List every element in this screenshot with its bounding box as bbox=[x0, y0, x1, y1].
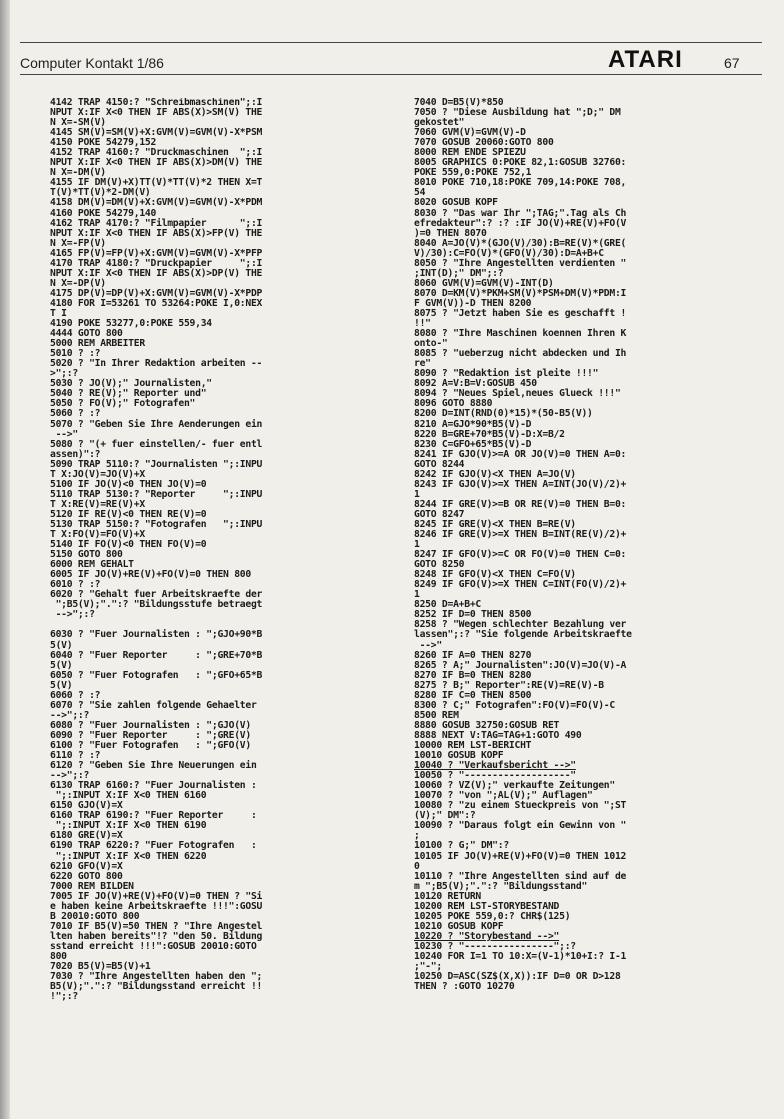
page-header bbox=[20, 42, 762, 76]
code-line: gekostet" bbox=[414, 117, 465, 129]
code-line: 10200 REM LST-STORYBESTAND bbox=[414, 900, 560, 912]
code-line: B 20010:GOTO 800 bbox=[50, 910, 140, 922]
code-line: 8220 B=GRE+70*B5(V)-D:X=B/2 bbox=[414, 428, 565, 440]
code-line: 8060 GVM(V)=GVM(V)-INT(D) bbox=[414, 277, 554, 289]
code-line: 7070 GOSUB 20060:GOTO 800 bbox=[414, 137, 554, 149]
code-line: 6080 ? "Fuer Journalisten : ";GJO(V) bbox=[50, 719, 251, 731]
code-line: 6000 REM GEHALT bbox=[50, 559, 134, 571]
code-line: 8242 IF GJO(V)<X THEN A=JO(V) bbox=[414, 468, 576, 480]
code-line: 5(V) bbox=[50, 659, 73, 671]
code-line: F GVM(V))-D THEN 8200 bbox=[414, 297, 532, 309]
code-line: 8030 ? "Das war Ihr ";TAG;".Tag als Ch bbox=[414, 207, 627, 219]
code-line: 4150 POKE 54279,152 bbox=[50, 137, 157, 149]
code-line: 5110 TRAP 5130:? "Reporter ";:INPU bbox=[50, 488, 263, 500]
code-line: GOTO 8244 bbox=[414, 458, 465, 470]
code-line: ";:INPUT X:IF X<0 THEN 6220 bbox=[50, 850, 207, 862]
code-line: 6020 ? "Gehalt fuer Arbeitskraefte der bbox=[50, 589, 263, 601]
code-line: T(V)*TT(V)*2-DM(V) bbox=[50, 187, 151, 199]
code-line: 6180 GRE(V)=X bbox=[50, 830, 123, 842]
code-line: )=0 THEN 8070 bbox=[414, 227, 487, 239]
code-line: 8280 IF C=0 THEN 8500 bbox=[414, 689, 532, 701]
code-line: 4155 IF DM(V)+X)TT(V)*TT(V)*2 THEN X=T bbox=[50, 177, 263, 189]
code-line: 6130 TRAP 6160:? "Fuer Journalisten : bbox=[50, 780, 257, 792]
header-bottom-rule bbox=[20, 74, 762, 75]
code-line: 5000 REM ARBEITER bbox=[50, 338, 145, 350]
code-line: m ";B5(V);".":? "Bildungsstand" bbox=[414, 880, 588, 892]
code-line: -->";:? bbox=[50, 709, 90, 721]
code-line: ";:INPUT X:IF X<0 THEN 6190 bbox=[50, 820, 207, 832]
code-line: 4190 POKE 53277,0:POKE 559,34 bbox=[50, 318, 212, 330]
code-line: re" bbox=[414, 358, 431, 370]
code-line: 10090 ? "Daraus folgt ein Gewinn von " bbox=[414, 820, 627, 832]
code-line: 8230 C=GFO+65*B5(V)-D bbox=[414, 438, 532, 450]
code-line: 5120 IF RE(V)<0 THEN RE(V)=0 bbox=[50, 508, 207, 520]
code-line: 54 bbox=[414, 187, 426, 199]
code-line: 8248 IF GFO(V)<X THEN C=FO(V) bbox=[414, 569, 576, 581]
code-line: N X=-FP(V) bbox=[50, 237, 106, 249]
code-line: 5130 TRAP 5150:? "Fotografen ";:INPU bbox=[50, 518, 263, 530]
code-line: 10050 ? "-------------------" bbox=[414, 770, 576, 782]
code-line: ; bbox=[414, 830, 420, 842]
code-line: 4142 TRAP 4150:? "Schreibmaschinen";:I bbox=[50, 98, 263, 108]
code-line: 6010 ? :? bbox=[50, 579, 101, 591]
code-line: 8092 A=V:B=V:GOSUB 450 bbox=[414, 378, 537, 390]
code-line: 5070 ? "Geben Sie Ihre Aenderungen ein bbox=[50, 418, 263, 430]
code-line: (V);" DM":? bbox=[414, 810, 476, 822]
code-line: 7060 GVM(V)=GVM(V)-D bbox=[414, 127, 526, 139]
code-line: 5150 GOTO 800 bbox=[50, 549, 123, 561]
code-line: 10205 POKE 559,0:? CHR$(125) bbox=[414, 910, 571, 922]
code-line: 8005 GRAPHICS 0:POKE 82,1:GOSUB 32760: bbox=[414, 157, 627, 169]
code-line: 8096 GOTO 8880 bbox=[414, 398, 493, 410]
code-line: assen)":? bbox=[50, 448, 101, 460]
code-line: 8090 ? "Redaktion ist pleite !!!" bbox=[414, 368, 599, 380]
code-line: 4162 TRAP 4170:? "Filmpapier ";:I bbox=[50, 217, 263, 229]
code-line: 8020 GOSUB KOPF bbox=[414, 197, 498, 209]
code-line: 6120 ? "Geben Sie Ihre Neuerungen ein bbox=[50, 760, 257, 772]
code-line: 5090 TRAP 5110:? "Journalisten ";:INPU bbox=[50, 458, 263, 470]
page-binding-shadow bbox=[0, 0, 10, 1119]
code-line: 6160 TRAP 6190:? "Fuer Reporter : bbox=[50, 810, 257, 822]
code-line: 5040 ? RE(V);" Reporter und" bbox=[50, 388, 207, 400]
code-line: >";:? bbox=[50, 368, 78, 380]
code-line: 1 bbox=[414, 488, 420, 500]
code-line: 10040 ? "Verkaufsbericht -->" bbox=[414, 760, 576, 772]
code-line: 8085 ? "ueberzug nicht abdecken und Ih bbox=[414, 348, 627, 360]
code-line: 5030 ? JO(V);" Journalisten," bbox=[50, 378, 212, 390]
code-line: 8249 IF GFO(V)>=X THEN C=INT(FO(V)/2)+ bbox=[414, 579, 627, 591]
code-line: 10120 RETURN bbox=[414, 890, 481, 902]
code-line: 7000 REM BILDEN bbox=[50, 880, 134, 892]
code-line: 8070 D=KM(V)*PKM+SM(V)*PSM+DM(V)*PDM:I bbox=[414, 287, 627, 299]
code-line: 5(V) bbox=[50, 679, 73, 691]
code-line: -->" bbox=[414, 639, 442, 651]
code-line: T I bbox=[50, 307, 67, 319]
code-line: 4180 FOR I=53261 TO 53264:POKE I,0:NEX bbox=[50, 297, 263, 309]
code-line: 10240 FOR I=1 TO 10:X=(V-1)*10+I:? I-1 bbox=[414, 950, 627, 962]
code-line: 5080 ? "(+ fuer einstellen/- fuer entl bbox=[50, 438, 263, 450]
code-line: 8050 ? "Ihre Angestellten verdienten " bbox=[414, 257, 627, 269]
code-line: 6220 GOTO 800 bbox=[50, 870, 123, 882]
code-line: N X=-DM(V) bbox=[50, 167, 106, 179]
code-line: 8010 POKE 710,18:POKE 709,14:POKE 708, bbox=[414, 177, 627, 189]
code-line: 6040 ? "Fuer Reporter : ";GRE+70*B bbox=[50, 649, 263, 661]
code-line: T X:JO(V)=JO(V)+X bbox=[50, 468, 145, 480]
code-line: 8880 GOSUB 32750:GOSUB RET bbox=[414, 719, 560, 731]
code-line: 10110 ? "Ihre Angestellten sind auf de bbox=[414, 870, 627, 882]
code-line: lassen";:? "Sie folgende Arbeitskraefte bbox=[414, 629, 632, 641]
code-line: 6060 ? :? bbox=[50, 689, 101, 701]
code-line: 1 bbox=[414, 589, 420, 601]
code-line: N X=-DP(V) bbox=[50, 277, 106, 289]
code-line: 4152 TRAP 4160:? "Druckmaschinen ";:I bbox=[50, 147, 263, 159]
code-line: 10060 ? VZ(V);" verkaufte Zeitungen" bbox=[414, 780, 615, 792]
code-line: NPUT X:IF X<0 THEN IF ABS(X)>DP(V) THE bbox=[50, 267, 263, 279]
code-line: 4170 TRAP 4180:? "Druckpapier ";:I bbox=[50, 257, 263, 269]
code-line: 10070 ? "von ";AL(V);" Auflagen" bbox=[414, 790, 593, 802]
code-line: ";:INPUT X:IF X<0 THEN 6160 bbox=[50, 790, 207, 802]
code-line: 5010 ? :? bbox=[50, 348, 101, 360]
code-line: 4158 DM(V)=DM(V)+X:GVM(V)=GVM(V)-X*PDM bbox=[50, 197, 263, 209]
code-line: 8500 REM bbox=[414, 709, 459, 721]
code-line: 10105 IF JO(V)+RE(V)+FO(V)=0 THEN 1012 bbox=[414, 850, 627, 862]
code-line: 4165 FP(V)=FP(V)+X:GVM(V)=GVM(V)-X*PFP bbox=[50, 247, 263, 259]
code-line: 7050 ? "Diese Ausbildung hat ";D;" DM bbox=[414, 107, 621, 119]
code-line: T X:FO(V)=FO(V)+X bbox=[50, 529, 145, 541]
code-line: 5020 ? "In Ihrer Redaktion arbeiten -- bbox=[50, 358, 263, 370]
code-line: ;"-"; bbox=[414, 961, 442, 973]
code-line: 10100 ? G;" DM":? bbox=[414, 840, 509, 852]
code-line: efredakteur":? :? :IF JO(V)+RE(V)+FO(V bbox=[414, 217, 627, 229]
code-line: 8888 NEXT V:TAG=TAG+1:GOTO 490 bbox=[414, 729, 582, 741]
code-line: 8260 IF A=0 THEN 8270 bbox=[414, 649, 532, 661]
code-line: 4160 POKE 54279,140 bbox=[50, 207, 157, 219]
code-line: GOTO 8250 bbox=[414, 559, 465, 571]
code-line: -->";:? bbox=[50, 609, 95, 621]
code-line: !";:? bbox=[50, 991, 78, 1003]
code-line: 6030 ? "Fuer Journalisten : ";GJO+90*B bbox=[50, 629, 263, 641]
code-line: sstand erreicht !!!":GOSUB 20010:GOTO bbox=[50, 940, 257, 952]
code-line: 7005 IF JO(V)+RE(V)+FO(V)=0 THEN ? "Si bbox=[50, 890, 263, 902]
code-line: 8243 IF GJO(V)>=X THEN A=INT(JO(V)/2)+ bbox=[414, 478, 627, 490]
code-line: 6050 ? "Fuer Fotografen : ";GFO+65*B bbox=[50, 669, 263, 681]
code-line: 6090 ? "Fuer Reporter : ";GRE(V) bbox=[50, 729, 251, 741]
code-line: 4444 GOTO 800 bbox=[50, 328, 123, 340]
code-line: ";B5(V);".":? "Bildungsstufe betraegt bbox=[50, 599, 263, 611]
header-top-rule bbox=[20, 42, 762, 43]
code-line: 4145 SM(V)=SM(V)+X:GVM(V)=GVM(V)-X*PSM bbox=[50, 127, 263, 139]
code-line: 7040 D=B5(V)*850 bbox=[414, 98, 504, 108]
code-line: 8210 A=GJO*90*B5(V)-D bbox=[414, 418, 532, 430]
code-line: NPUT X:IF X<0 THEN IF ABS(X)>FP(V) THE bbox=[50, 227, 263, 239]
code-line: 10220 ? "Storybestand -->" bbox=[414, 930, 560, 942]
code-line: 7010 IF B5(V)=50 THEN ? "Ihre Angestel bbox=[50, 920, 263, 932]
code-line: 8265 ? A;" Journalisten":JO(V)=JO(V)-A bbox=[414, 659, 627, 671]
code-line: !!" bbox=[414, 318, 431, 330]
code-line: 8247 IF GFO(V)>=C OR FO(V)=0 THEN C=0: bbox=[414, 549, 627, 561]
code-line: 1 bbox=[414, 539, 420, 551]
code-line: 8250 D=A+B+C bbox=[414, 599, 481, 611]
code-line: 8275 ? B;" Reporter":RE(V)=RE(V)-B bbox=[414, 679, 604, 691]
code-line: 8000 REM ENDE SPIEZU bbox=[414, 147, 526, 159]
code-line: 8246 IF GRE(V)>=X THEN B=INT(RE(V)/2)+ bbox=[414, 529, 627, 541]
code-line: T X:RE(V)=RE(V)+X bbox=[50, 498, 145, 510]
code-line: 10250 D=ASC(SZ$(X,X)):IF D=0 OR D>128 bbox=[414, 971, 621, 983]
code-line: GOTO 8247 bbox=[414, 508, 465, 520]
brand-heading: ATARI bbox=[608, 46, 683, 73]
code-line: 5050 ? FO(V);" Fotografen" bbox=[50, 398, 196, 410]
code-line: 0 bbox=[414, 860, 420, 872]
page-number: 67 bbox=[724, 55, 740, 71]
code-line: -->" bbox=[50, 428, 78, 440]
code-line: 8075 ? "Jetzt haben Sie es geschafft ! bbox=[414, 307, 627, 319]
code-line: N X=-SM(V) bbox=[50, 117, 106, 129]
code-line: -->";:? bbox=[50, 770, 90, 782]
code-line: e haben keine Arbeitskraefte !!!":GOSU bbox=[50, 900, 263, 912]
code-line: THEN ? :GOTO 10270 bbox=[414, 981, 515, 993]
code-line: NPUT X:IF X<0 THEN IF ABS(X)>SM(V) THE bbox=[50, 107, 263, 119]
code-line: 6110 ? :? bbox=[50, 750, 101, 762]
code-line: 8252 IF D=0 THEN 8500 bbox=[414, 609, 532, 621]
code-line: 7020 B5(V)=B5(V)+1 bbox=[50, 961, 151, 973]
code-line: 5060 ? :? bbox=[50, 408, 101, 420]
code-line: 7030 ? "Ihre Angestellten haben den "; bbox=[50, 971, 263, 983]
code-line: 5140 IF FO(V)<0 THEN FO(V)=0 bbox=[50, 539, 207, 551]
code-line: NPUT X:IF X<0 THEN IF ABS(X)>DM(V) THE bbox=[50, 157, 263, 169]
code-line: 800 bbox=[50, 950, 67, 962]
code-line: 6100 ? "Fuer Fotografen : ";GFO(V) bbox=[50, 740, 251, 751]
code-line: POKE 559,0:POKE 752,1 bbox=[414, 167, 532, 179]
code-line: 10010 GOSUB KOPF bbox=[414, 750, 504, 762]
code-line: 10230 ? "----------------";:? bbox=[414, 940, 576, 952]
code-line: 8241 IF GJO(V)>=A OR JO(V)=0 THEN A=0: bbox=[414, 448, 627, 460]
code-line: 6070 ? "Sie zahlen folgende Gehaelter bbox=[50, 699, 257, 711]
code-line: 8300 ? C;" Fotografen":FO(V)=FO(V)-C bbox=[414, 699, 615, 711]
code-line: 4175 DP(V)=DP(V)+X:GVM(V)=GVM(V)-X*PDP bbox=[50, 287, 263, 299]
code-line: 8080 ? "Ihre Maschinen koennen Ihren K bbox=[414, 328, 627, 340]
code-line: 8244 IF GRE(V)>=B OR RE(V)=0 THEN B=0: bbox=[414, 498, 627, 510]
code-line: 5100 IF JO(V)<0 THEN JO(V)=0 bbox=[50, 478, 207, 490]
code-line: 8094 ? "Neues Spiel,neues Glueck !!!" bbox=[414, 388, 621, 400]
magazine-title: Computer Kontakt 1/86 bbox=[20, 55, 164, 71]
code-line: 6150 GJO(V)=X bbox=[50, 800, 123, 812]
code-line: onto-" bbox=[414, 338, 448, 350]
code-line: 5(V) bbox=[50, 639, 73, 651]
code-line: 10080 ? "zu einem Stueckpreis von ";ST bbox=[414, 800, 627, 812]
code-line: 6210 GFO(V)=X bbox=[50, 860, 123, 872]
code-line: 8270 IF B=0 THEN 8280 bbox=[414, 669, 532, 681]
code-line: B5(V);".":? "Bildungsstand erreicht !! bbox=[50, 981, 263, 993]
code-line: 10000 REM LST-BERICHT bbox=[414, 740, 532, 751]
listing-column-left bbox=[50, 98, 396, 1103]
code-line: 8258 ? "Wegen schlechter Bezahlung ver bbox=[414, 619, 627, 631]
code-line: V)/30):C=FO(V)*(GFO(V)/30):D=A+B+C bbox=[414, 247, 604, 259]
code-line: ;INT(D);" DM";:? bbox=[414, 267, 504, 279]
code-line: 6005 IF JO(V)+RE(V)+FO(V)=0 THEN 800 bbox=[50, 569, 251, 581]
code-line: 8200 D=INT(RND(0)*15)*(50-B5(V)) bbox=[414, 408, 593, 420]
code-line: 8040 A=JO(V)*(GJO(V)/30):B=RE(V)*(GRE( bbox=[414, 237, 627, 249]
code-line: 6190 TRAP 6220:? "Fuer Fotografen : bbox=[50, 840, 257, 852]
listing-column-right bbox=[414, 98, 760, 1103]
code-line: 8245 IF GRE(V)<X THEN B=RE(V) bbox=[414, 518, 576, 530]
code-line: lten haben bereits"!? "den 50. Bildung bbox=[50, 930, 263, 942]
code-line: 10210 GOSUB KOPF bbox=[414, 920, 504, 932]
